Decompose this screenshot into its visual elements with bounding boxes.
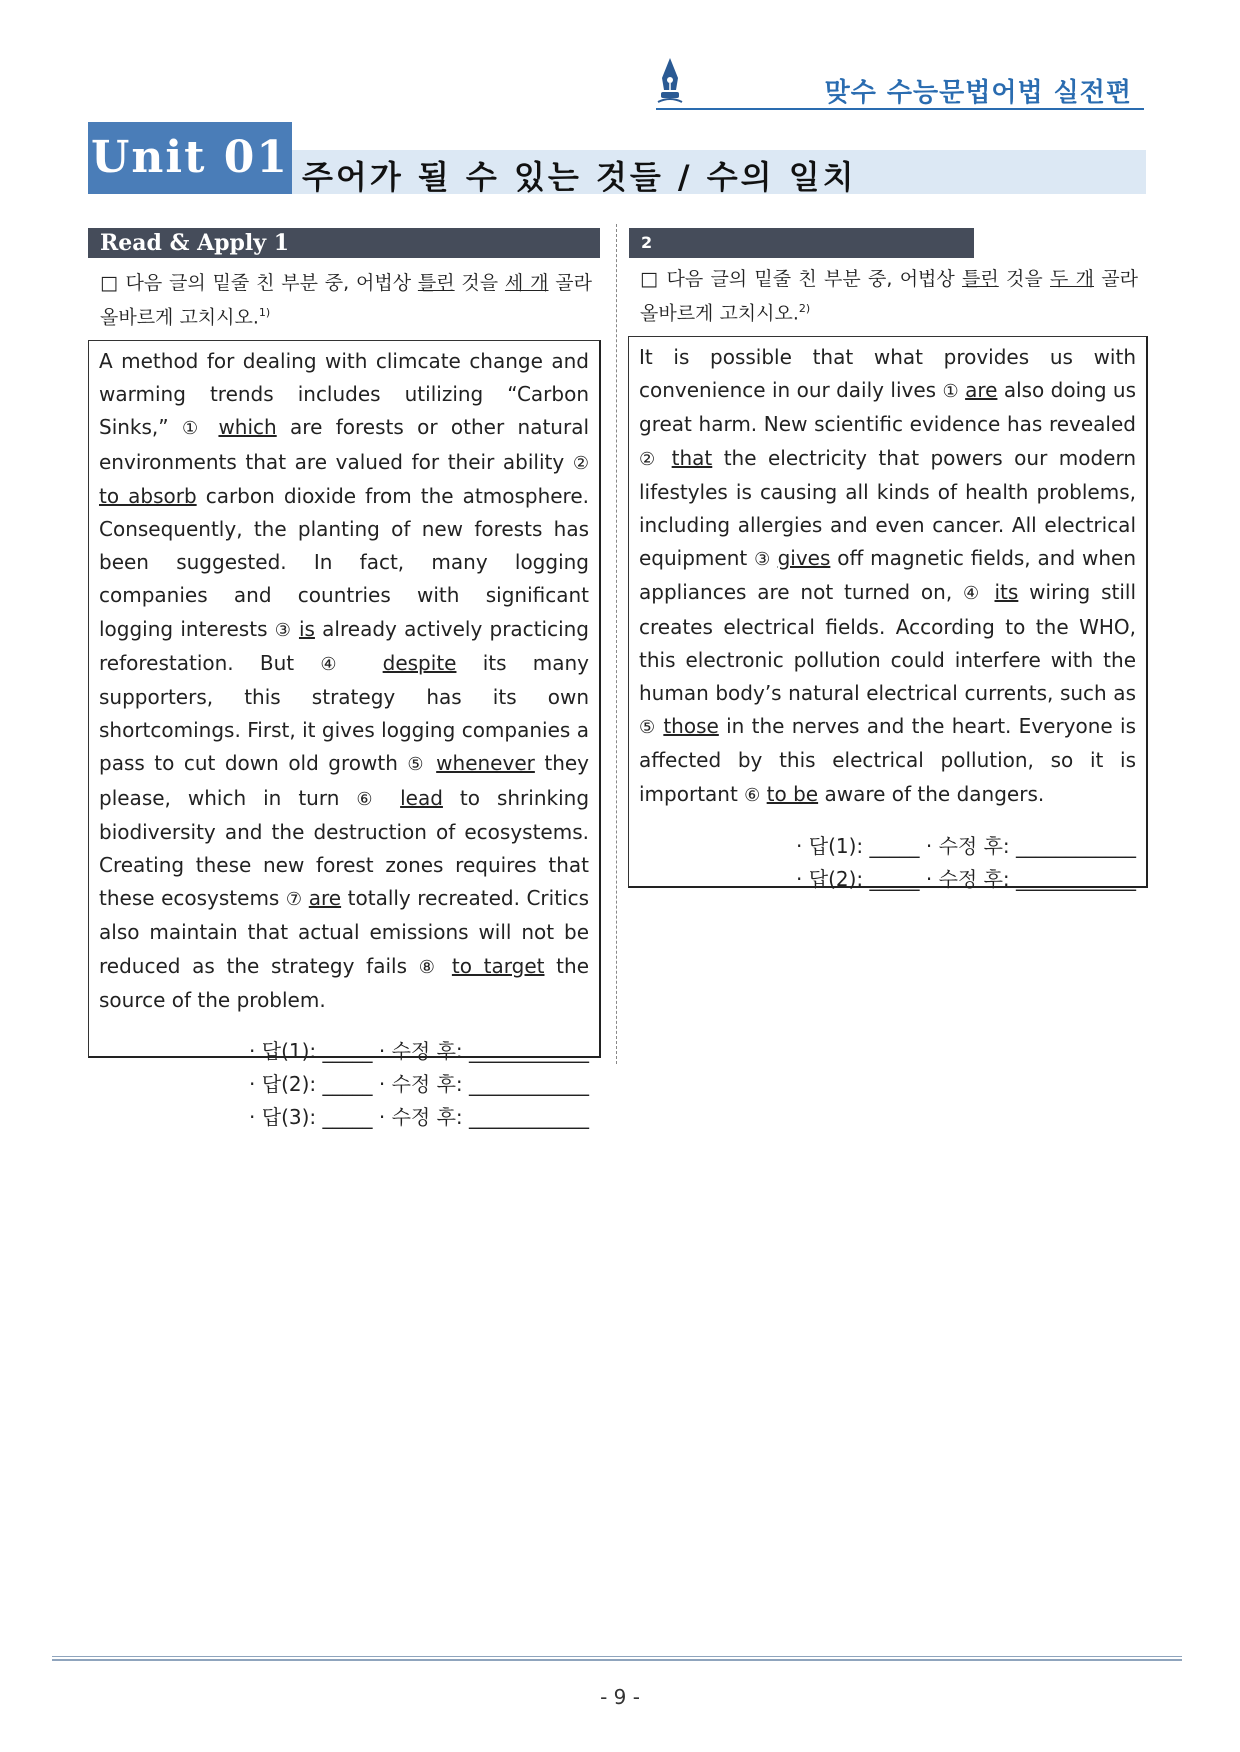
passage-text: the source of the problem.	[99, 953, 590, 1012]
circled-number: ⑥	[356, 788, 384, 810]
passage-text: wiring still creates electrical fields. According to the WHO, this electronic pollution could interfere with the human body’s natural electrical currents, such as	[639, 580, 1136, 706]
passage-box-right	[628, 336, 1148, 891]
instruction-text: □ 다음 글의 밑줄 친 부분 중, 어법상	[100, 272, 418, 294]
instruction-text: 것을	[454, 272, 505, 294]
footnote-marker: 1)	[258, 306, 271, 319]
instruction-keyword: 틀린	[962, 268, 999, 290]
passage-text: A method for dealing with climcate change and warming trends includes utilizing “Carbon Sinks,”	[99, 349, 589, 440]
underlined-target: that	[671, 445, 713, 470]
answer-line: · 답(1): _____ · 수정 후: ____________	[796, 833, 1136, 858]
instruction-keyword: 틀린	[417, 272, 455, 294]
passage-text: off magnetic fields, and when appliances are not turned on,	[639, 546, 1136, 605]
section-label-right: 2	[629, 228, 974, 258]
circled-number: ①	[942, 381, 959, 403]
circled-number: ⑥	[744, 784, 761, 806]
passage-text: are forests or other natural environments that are valued for their ability	[99, 415, 590, 474]
instruction-left	[100, 268, 592, 332]
header-rule	[656, 108, 1144, 110]
underlined-target: lead	[400, 785, 443, 810]
instruction-count: 세 개	[504, 272, 549, 294]
answer-line: · 답(2): _____ · 수정 후: ____________	[796, 866, 1136, 891]
passage-text	[660, 446, 671, 470]
underlined-target: despite	[382, 650, 457, 675]
passage-text: they please, which in turn	[99, 751, 590, 810]
circled-number: ④	[320, 653, 357, 675]
underlined-target: to target	[451, 953, 545, 978]
underlined-target: to be	[766, 781, 819, 806]
passage-text: aware of the dangers.	[818, 781, 1045, 806]
instruction-text: 골라 올바르게 고치시오.	[100, 272, 593, 329]
passage-text	[440, 954, 452, 978]
passage-right	[639, 341, 1136, 812]
passage-text: also doing us great harm. New scientific evidence has revealed	[639, 378, 1137, 437]
pen-nib-logo-icon	[656, 56, 684, 108]
passage-text: the electricity that powers our modern lifestyles is causing all kinds of health problems, including allergies and even cancer. All electrical equipment	[639, 445, 1136, 571]
footnote-marker: 2)	[798, 302, 811, 315]
answer-line: · 답(2): _____ · 수정 후: ____________	[249, 1072, 589, 1097]
circled-number: ③	[274, 619, 292, 641]
footer-rule	[52, 1656, 1182, 1657]
passage-text	[205, 415, 218, 439]
instruction-text: 것을	[998, 268, 1051, 290]
underlined-target: its	[994, 580, 1019, 605]
circled-number: ⑤	[407, 754, 427, 776]
instruction-count: 두 개	[1050, 268, 1094, 290]
instruction-right	[640, 264, 1138, 328]
underlined-target: whenever	[436, 751, 535, 776]
circled-number: ②	[572, 452, 589, 474]
unit-title: 주어가 될 수 있는 것들 / 수의 일치	[302, 158, 857, 196]
passage-text: to shrinking biodiversity and the destruction of ecosystems. Creating these new forest zones requires that these ecosystems	[99, 785, 590, 911]
passage-text: already actively practicing reforestation. But	[99, 616, 590, 675]
passage-text	[771, 546, 778, 570]
section-label-left: Read & Apply 1	[88, 228, 600, 258]
underlined-target: is	[298, 616, 315, 641]
column-divider	[616, 224, 617, 1064]
answer-lines-left	[99, 1035, 589, 1134]
underlined-target: those	[663, 714, 719, 739]
passage-text: totally recreated. Critics also maintain that actual emissions will not be reduced as the strategy fails	[99, 886, 590, 978]
page-number: - 9 -	[600, 1685, 640, 1709]
passage-text	[984, 580, 995, 604]
passage-left	[99, 345, 589, 1017]
circled-number: ④	[963, 583, 984, 605]
circled-number: ⑦	[285, 889, 303, 911]
circled-number: ③	[754, 549, 771, 571]
passage-text: in the nerves and the heart. Everyone is affected by this electrical pollution, so it is important	[639, 714, 1136, 806]
passage-text	[292, 617, 299, 641]
circled-number: ②	[639, 448, 661, 470]
underlined-target: to absorb	[99, 483, 197, 508]
passage-text: its many supporters, this strategy has its own shortcomings. First, it gives logging companies a pass to cut down old growth	[99, 650, 590, 776]
passage-text: It is possible that what provides us with convenience in our daily lives	[639, 345, 1136, 403]
footer-rule	[52, 1659, 1182, 1661]
unit-label: Unit 01	[88, 122, 292, 194]
answer-lines-right	[639, 830, 1136, 896]
underlined-target: gives	[777, 546, 831, 571]
passage-text: carbon dioxide from the atmosphere. Consequently, the planting of new forests has been suggested. In fact, many logging companies and countries with significant logging interests	[99, 483, 589, 641]
circled-number: ①	[181, 418, 206, 440]
book-title: 맞수 수능문법어법 실전편	[824, 78, 1132, 108]
answer-line: · 답(3): _____ · 수정 후: ____________	[249, 1105, 589, 1130]
passage-text	[427, 751, 437, 775]
instruction-text: 골라 올바르게 고치시오.	[640, 268, 1138, 325]
passage-text	[356, 651, 382, 675]
circled-number: ⑤	[639, 717, 657, 739]
answer-line: · 답(1): _____ · 수정 후: ____________	[249, 1039, 589, 1064]
underlined-target: are	[965, 378, 998, 403]
circled-number: ⑧	[418, 956, 441, 978]
underlined-target: which	[218, 415, 277, 440]
passage-text	[383, 786, 400, 810]
instruction-text: □ 다음 글의 밑줄 친 부분 중, 어법상	[640, 268, 963, 290]
underlined-target: are	[308, 886, 342, 911]
passage-box-left	[88, 340, 601, 1130]
